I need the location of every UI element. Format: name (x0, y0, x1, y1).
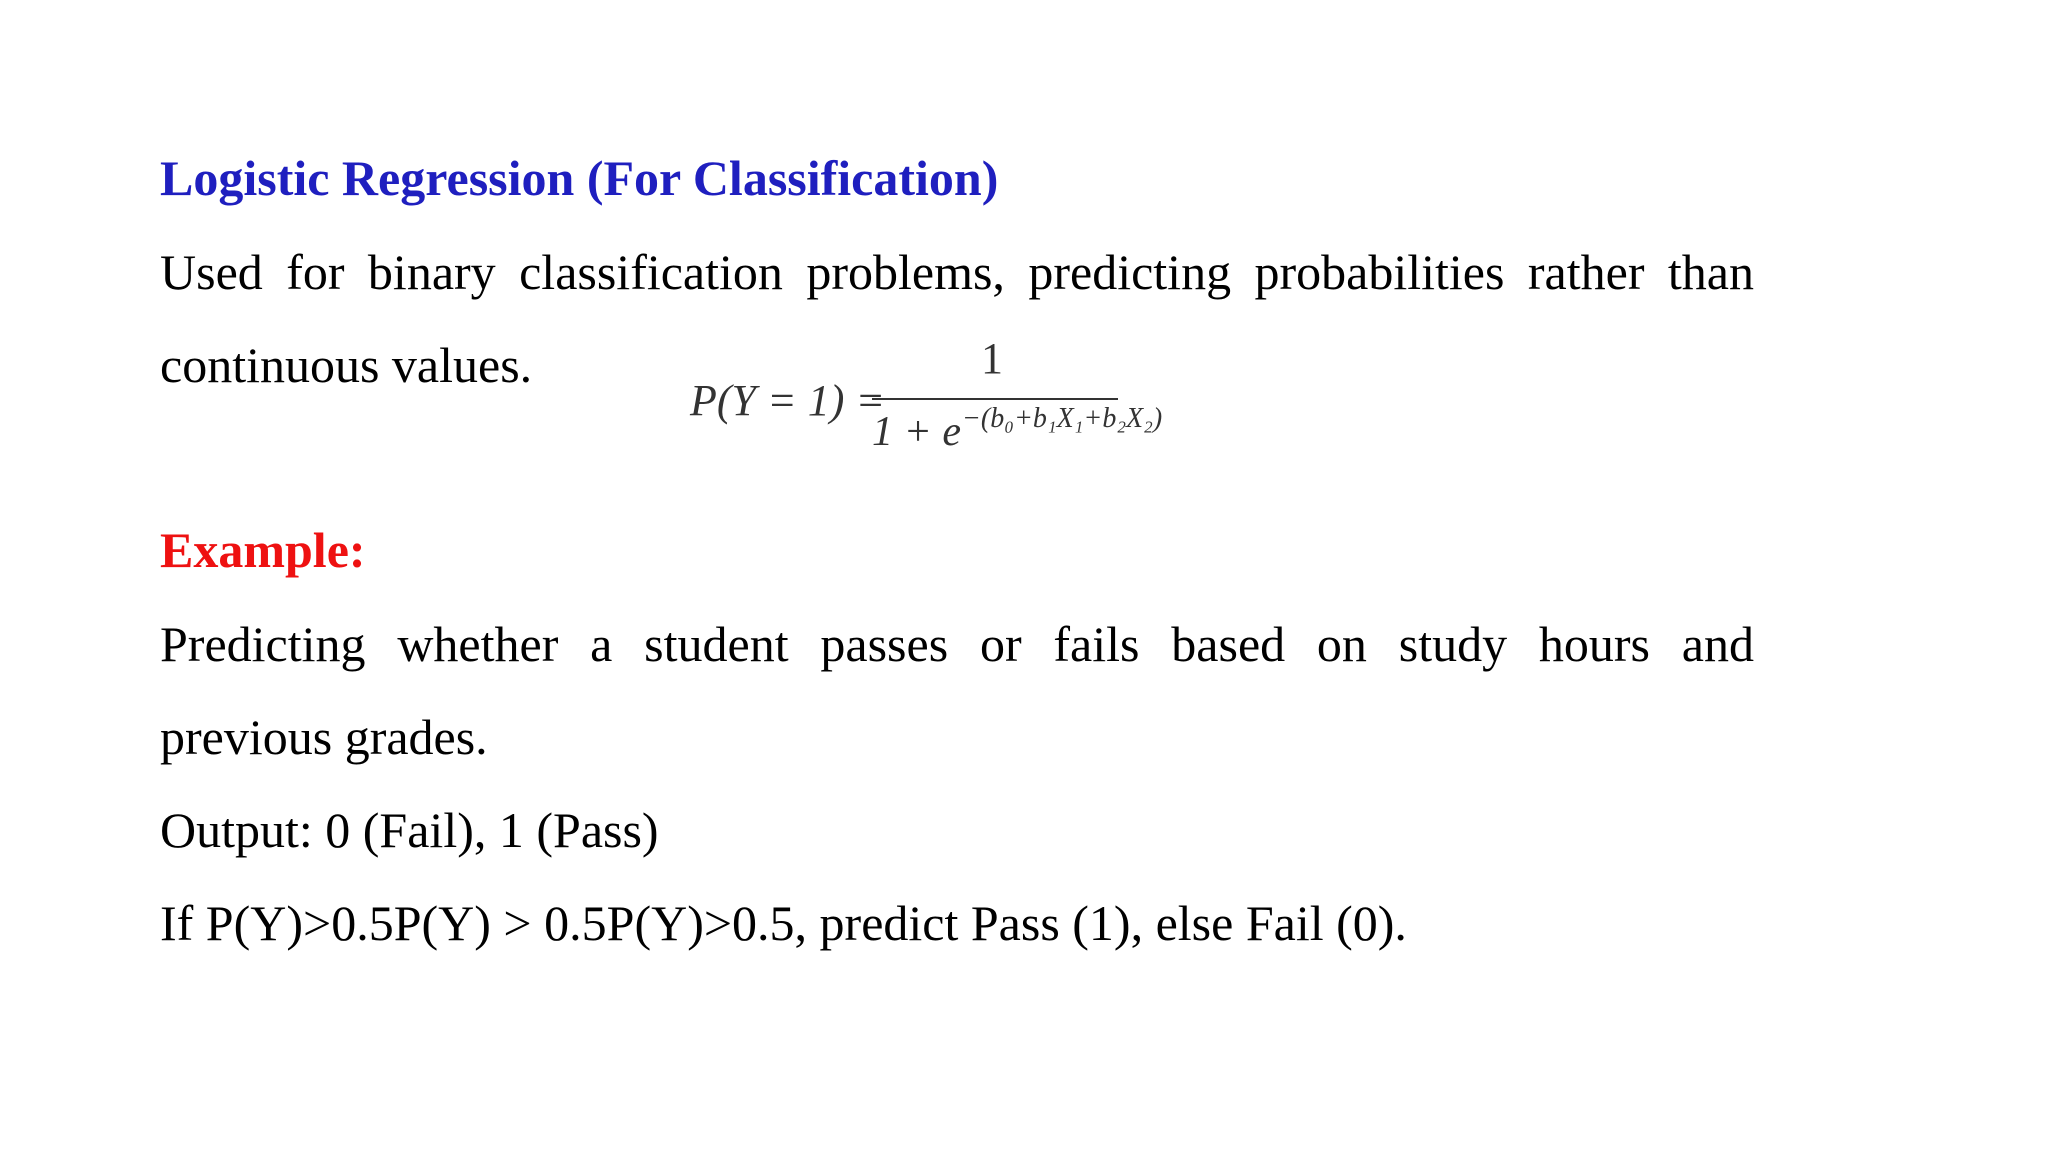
formula-denominator: 1 + e (872, 409, 961, 455)
description-line-2: continuous values. (160, 337, 533, 393)
logistic-formula (690, 334, 1163, 460)
formula-numerator: 1 (981, 334, 1003, 383)
output-line: Output: 0 (Fail), 1 (Pass) (160, 802, 659, 858)
example-heading: Example: (160, 522, 366, 578)
formula-exponent: −(b₀+b₁X₁+b₂X₂) (962, 403, 1163, 434)
description-line-1: Used for binary classification problems, predicting probabilities rather than (160, 244, 1754, 300)
formula-lhs: P(Y = 1) = (690, 376, 886, 425)
example-line-2: previous grades. (160, 709, 488, 765)
decision-rule-line: If P(Y)>0.5P(Y) > 0.5P(Y)>0.5, predict Pass (1), else Fail (0). (160, 895, 1407, 951)
page-title: Logistic Regression (For Classification) (160, 150, 999, 206)
example-line-1: Predicting whether a student passes or fails based on study hours and (160, 616, 1754, 672)
